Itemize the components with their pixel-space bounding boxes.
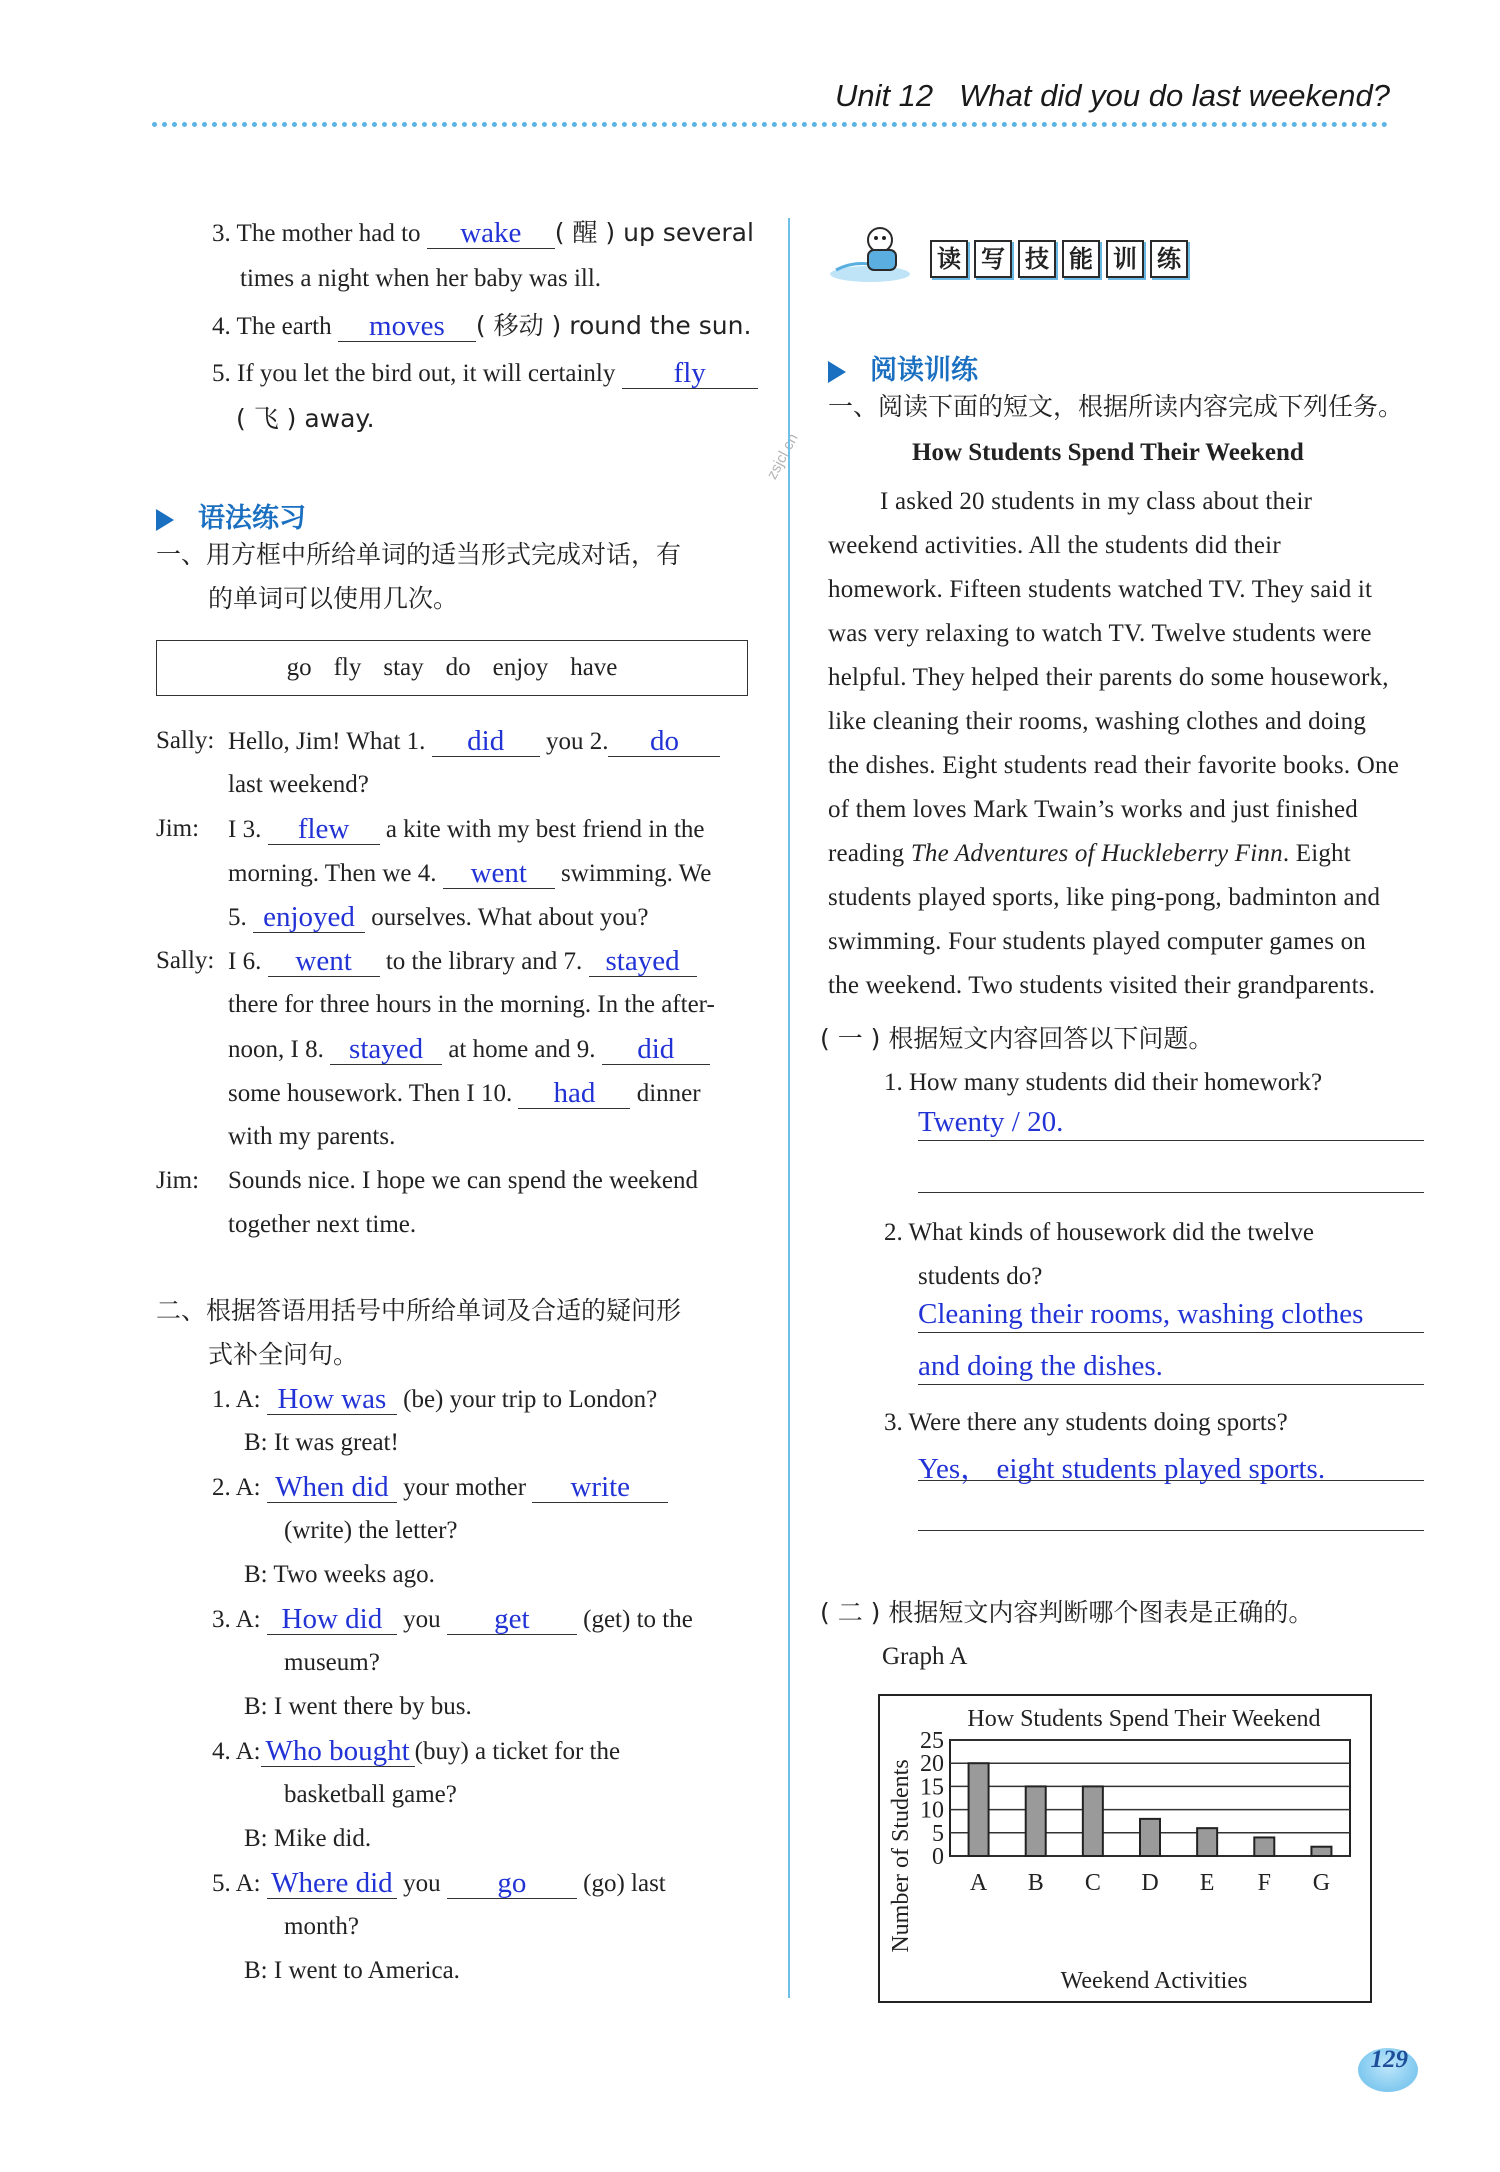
chart-x-tick-label: B [1027,1870,1044,1896]
reading-section-title [828,348,978,387]
dialogue-text: swimming. We [554,860,712,887]
unit-number: Unit 12 [834,78,934,113]
answer-9: did [637,1033,675,1065]
dialogue-line-6 [228,946,697,977]
sub-instruction-2: ( 二 ) 根据短文内容判断哪个图表是正确的。 [820,1598,1314,1627]
qa-number: 2. A: [212,1474,261,1501]
reading-instruction: 一、阅读下面的短文，根据所读内容完成下列任务。 [828,392,1404,421]
qa-1-b: B: It was great! [244,1429,399,1456]
answer-7: stayed [605,945,680,977]
chart-x-axis-label: Weekend Activities [1060,1968,1248,1994]
word-box-item: go [286,654,312,681]
blank-3 [268,814,380,845]
banner-tiles [930,240,1194,278]
answer-q2-line2: and doing the dishes. [918,1350,1163,1382]
chart-x-tick-label: E [1199,1870,1215,1896]
answer-q1-line1: Twenty / 20. [918,1106,1064,1138]
dialogue-text: you 2. [539,728,609,755]
qa-4-b: B: Mike did. [244,1825,372,1852]
answer-rule [918,1140,1424,1141]
item-4-blank [338,311,476,342]
item-4-answer: moves [369,310,445,342]
dialogue-text: Hello, Jim! What 1. [228,728,432,755]
answer-q2-line1: Cleaning their rooms, washing clothes [918,1298,1364,1330]
qa-number: 3. A: [212,1606,261,1633]
dialogue-text: at home and 9. [442,1036,602,1063]
item-3-text: 3. The mother had to [212,220,427,247]
word-box-item: stay [383,654,424,681]
answer-10: had [553,1077,596,1109]
chart-x-tick-label: D [1141,1870,1159,1896]
dialogue-line-12: together next time. [228,1211,417,1238]
chart-bar-F [1254,1837,1274,1856]
chart-bar-D [1140,1819,1160,1856]
item-5 [212,358,758,389]
chart-y-tick-label: 0 [932,1844,944,1870]
blank-5 [253,902,365,933]
qa-3-blank-2 [447,1604,577,1635]
item-3 [212,218,754,249]
question-3: 3. Were there any students doing sports? [884,1409,1288,1436]
banner-tile: 读 [930,240,968,278]
chart-x-tick-label: C [1084,1870,1101,1896]
question-2-line2: students do? [918,1263,1043,1290]
answer-4: went [470,857,527,889]
chart-x-tick-label: F [1257,1870,1271,1896]
blank-7 [589,946,697,977]
item-3-rest: ( 醒 ) up several [554,218,754,247]
passage-line: swimming. Four students played computer games on [828,928,1367,955]
qa-3-answer: How did [281,1603,383,1635]
answer-8: stayed [349,1033,424,1065]
chart-y-tick-label: 10 [920,1797,944,1824]
dialogue-text: ourselves. What about you? [365,904,649,931]
banner-tile: 能 [1062,240,1100,278]
workbook-page [22,18,1478,2148]
qa-2 [212,1472,668,1503]
qa-3-answer-2: get [494,1603,530,1635]
qa-2-answer-2: write [570,1471,631,1503]
qa-5-line2: month? [284,1913,359,1940]
dialogue-line-4 [228,858,711,889]
watermark: zsjcl.cn [763,430,802,483]
passage-line: the dishes. Eight students read their favorite books. One [828,752,1399,779]
blank-9 [602,1034,710,1065]
qa-4-answer: Who bought [265,1735,410,1767]
qa-3-blank [267,1604,397,1635]
item-5-text: 5. If you let the bird out, it will certainly [212,360,622,387]
answer-2: do [649,725,679,757]
passage-line: homework. Fifteen students watched TV. They said it [828,576,1373,603]
grammar-title-text: 语法练习 [198,503,306,534]
page-number: 129 [1370,2046,1408,2073]
qa-number: 1. A: [212,1386,261,1413]
item-5-blank [622,358,758,389]
chart-bar-B [1026,1786,1046,1856]
word-box-item: fly [333,654,362,681]
answer-q3-line1: Yes， eight students played sports. [918,1453,1326,1485]
grammar-section-title [156,496,306,535]
qa-text: you [396,1606,447,1633]
chart-y-axis-label: Number of Students [888,1759,914,1953]
chart-bar-C [1083,1786,1103,1856]
chart-y-tick-label: 5 [932,1820,944,1847]
part1-instruction-2: 的单词可以使用几次。 [208,584,459,613]
banner-tile: 练 [1150,240,1188,278]
passage-text: reading [828,840,911,867]
chart-y-tick-label: 25 [920,1728,944,1754]
passage-line: weekend activities. All the students did their [828,532,1281,559]
sub-instruction-1: ( 一 ) 根据短文内容回答以下问题。 [820,1024,1214,1053]
blank-1 [432,726,540,757]
reading-title-text: 阅读训练 [870,355,978,386]
bar-chart [880,1696,1370,2001]
skills-banner [828,218,1208,302]
dialogue-line-11: Sounds nice. I hope we can spend the weekend [228,1167,698,1194]
speaker-jim: Jim: [156,1167,200,1194]
item-5-answer: fly [673,357,706,389]
dialogue-line-1 [156,726,214,756]
chart-x-tick-label: G [1312,1870,1331,1896]
qa-2-blank-2 [532,1472,668,1503]
qa-number: 4. A: [212,1738,261,1765]
question-1: 1. How many students did their homework? [884,1069,1323,1096]
answer-1: did [467,725,505,757]
passage-line: the weekend. Two students visited their grandparents. [828,972,1376,999]
answer-rule [918,1530,1424,1531]
passage-line: I asked 20 students in my class about their [880,488,1313,515]
blank-4 [443,858,555,889]
qa-1 [212,1384,657,1415]
qa-2-b: B: Two weeks ago. [244,1561,435,1588]
banner-tile: 技 [1018,240,1056,278]
dialogue-line-10: with my parents. [228,1123,396,1150]
dialogue-line-9 [228,1078,701,1109]
qa-5 [212,1868,666,1899]
answer-rule [918,1384,1424,1385]
part2-instruction-2: 式补全问句。 [208,1340,359,1369]
header-dotted-rule [152,122,1388,127]
speaker-jim: Jim: [156,815,200,842]
qa-5-answer-2: go [497,1867,527,1899]
dialogue-text: morning. Then we 4. [228,860,443,887]
part1-instruction-1: 一、用方框中所给单词的适当形式完成对话，有 [156,540,682,569]
chart-x-tick-label: A [969,1870,988,1896]
word-box-item: do [445,654,471,681]
blank-6 [268,946,380,977]
qa-1-answer: How was [277,1383,387,1415]
item-3-line2: times a night when her baby was ill. [240,265,602,292]
qa-text: (buy) a ticket for the [414,1738,621,1765]
chart-frame [878,1694,1372,2003]
speaker-sally: Sally: [156,727,215,754]
passage-line [828,832,1422,876]
answer-rule [918,1192,1424,1193]
qa-2-line2: (write) the letter? [284,1517,458,1544]
qa-3-b: B: I went there by bus. [244,1693,472,1720]
qa-4-blank [261,1736,415,1767]
qa-number: 5. A: [212,1870,261,1897]
qa-2-answer: When did [275,1471,389,1503]
qa-3-line2: museum? [284,1649,380,1676]
part2-instruction-1: 二、根据答语用括号中所给单词及合适的疑问形 [156,1296,682,1325]
chart-bar-G [1311,1847,1331,1856]
qa-5-b: B: I went to America. [244,1957,460,1984]
dialogue-line-3 [228,814,705,845]
graph-label: Graph A [882,1643,968,1670]
qa-text: your mother [396,1474,533,1501]
column-divider [788,218,790,1998]
chart-bar-E [1197,1828,1217,1856]
item-3-blank [427,218,555,249]
qa-text: (be) your trip to London? [396,1386,658,1413]
dialogue-text: to the library and 7. [379,948,589,975]
triangle-bullet-icon [828,361,846,383]
passage-line: like cleaning their rooms, washing clothes and doing [828,708,1367,735]
passage-text: . Eight [1282,840,1351,867]
answer-rule [918,1332,1424,1333]
qa-text: (get) to the [576,1606,693,1633]
unit-header [835,78,1390,114]
qa-5-answer: Where did [271,1867,393,1899]
dialogue-text: a kite with my best friend in the [379,816,705,843]
item-4 [212,311,751,342]
dialogue-text: dinner [630,1080,701,1107]
dialogue-line-2: last weekend? [228,771,369,798]
word-box [156,640,748,696]
qa-4 [212,1736,620,1767]
dialogue-text: some housework. Then I 10. [228,1080,519,1107]
dialogue-text: I 6. [228,948,268,975]
qa-2-blank [267,1472,397,1503]
item-4-text: 4. The earth [212,313,338,340]
passage-line: helpful. They helped their parents do some housework, [828,664,1389,691]
dialogue-text: I 3. [228,816,268,843]
dialogue-text: noon, I 8. [228,1036,331,1063]
speaker-sally: Sally: [156,947,215,974]
answer-5: enjoyed [263,901,355,933]
passage-line: was very relaxing to watch TV. Twelve students were [828,620,1372,647]
chart-title: How Students Spend Their Weekend [967,1706,1321,1732]
dialogue-text: 5. [228,904,253,931]
answer-6: went [295,945,352,977]
passage-title: How Students Spend Their Weekend [912,439,1304,466]
item-5-line2: ( 飞 ) away. [236,404,375,433]
unit-title: What did you do last weekend? [959,78,1390,113]
passage-line: of them loves Mark Twain’s works and just finished [828,796,1358,823]
answer-3: flew [297,813,350,845]
question-2: 2. What kinds of housework did the twelve [884,1219,1315,1246]
qa-text: (go) last [576,1870,666,1897]
chart-y-tick-label: 20 [920,1751,944,1778]
item-4-rest: ( 移动 ) round the sun. [475,311,752,340]
passage-line: students played sports, like ping-pong, badminton and [828,884,1381,911]
banner-tile: 训 [1106,240,1144,278]
dialogue-line-5 [228,902,649,933]
triangle-bullet-icon [156,509,174,531]
blank-2 [608,726,720,757]
qa-1-blank [267,1384,397,1415]
qa-3 [212,1604,693,1635]
qa-text: you [396,1870,447,1897]
answer-rule [918,1480,1424,1481]
dialogue-line-7: there for three hours in the morning. In the after- [228,991,715,1018]
word-box-item: enjoy [492,654,549,681]
blank-8 [330,1034,442,1065]
chart-bar-A [969,1763,989,1856]
dialogue-line-8 [228,1034,710,1065]
word-box-item: have [570,654,618,681]
chart-y-tick-label: 15 [920,1774,944,1801]
reading-passage [828,480,1422,1008]
item-3-answer: wake [460,217,522,249]
blank-10 [518,1078,630,1109]
qa-4-line2: basketball game? [284,1781,457,1808]
dialogue-line-1-text [228,726,720,757]
cartoon-mascot-icon [828,218,924,298]
banner-tile: 写 [974,240,1012,278]
qa-5-blank [267,1868,397,1899]
book-title: The Adventures of Huckleberry Finn [910,840,1283,867]
qa-5-blank-2 [447,1868,577,1899]
